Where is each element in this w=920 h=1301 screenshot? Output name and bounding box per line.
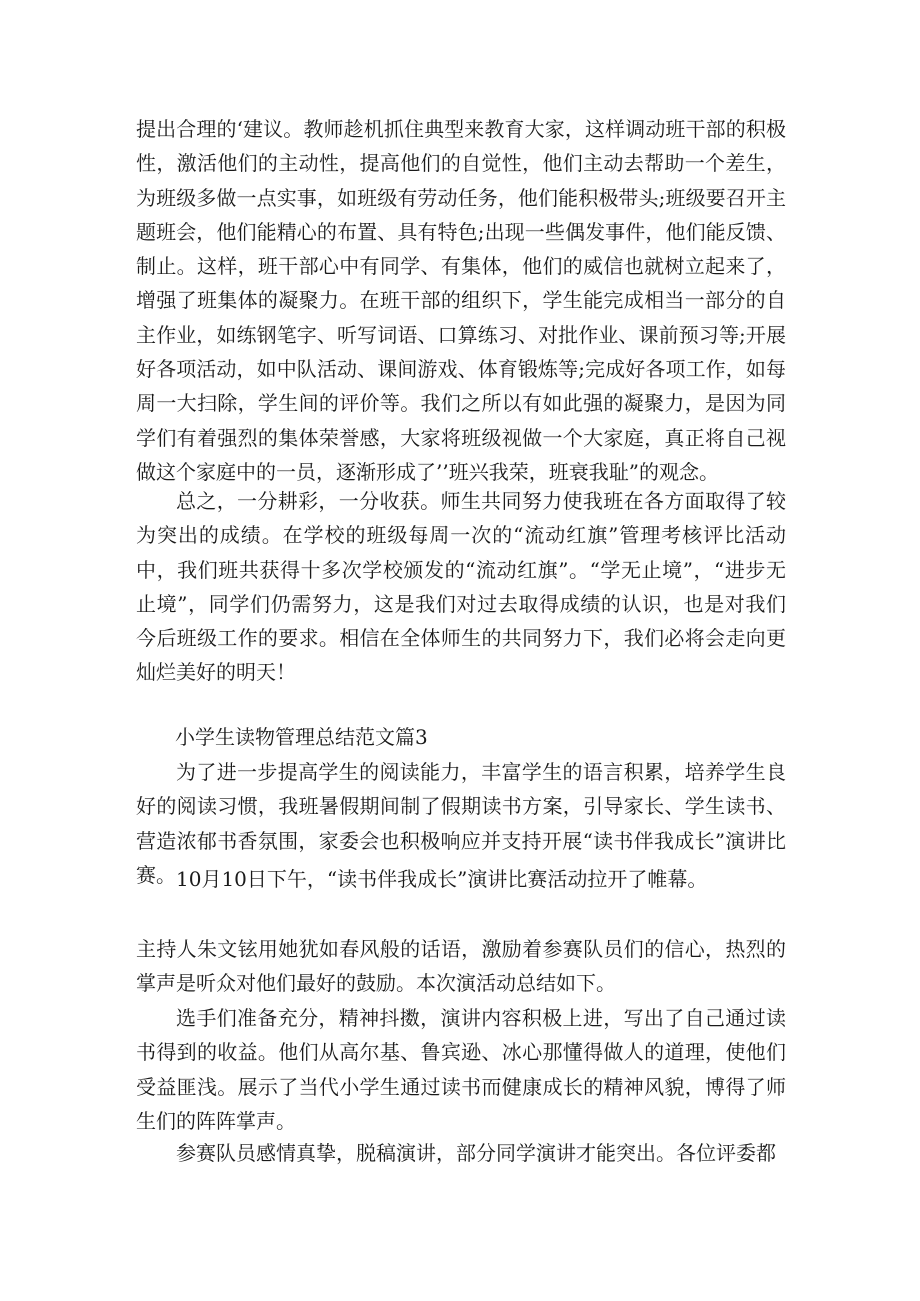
section-heading: 小学生读物管理总结范文篇3 <box>175 725 428 749</box>
paragraph-host: 主持人朱文铉用她犹如春风般的话语，激励着参赛队员们的信心，热烈的掌声是听众对他们最好的鼓励。本次演活动总结如下。 <box>136 937 786 996</box>
paragraph-conclusion: 总之，一分耕彩，一分收获。师生共同努力使我班在各方面取得了较为突出的成绩。在学校的班级每周一次的“流动红旗”管理考核评比活动中，我们班共获得十多次学校颁发的“流动红旗”。“学无止境”，“进步无止境”，同学们仍需努力，这是我们对过去取得成绩的认识，也是对我们今后班级工作的要求。相信在全体师生的共同努力下，我们必将会走向更灿烂美好的明天！ <box>136 489 786 685</box>
paragraph-event-date: 10月10日下午，“读书伴我成长”演讲比赛活动拉开了帷幕。 <box>176 867 708 891</box>
paragraph-judges: 参赛队员感情真挚，脱稿演讲，部分同学演讲才能突出。各位评委都 <box>176 1141 776 1165</box>
paragraph-class-cadres: 提出合理的‘建议。教师趁机抓住典型来教育大家，这样调动班干部的积极性，激活他们的主动性，提高他们的自觉性，他们主动去帮助一个差生，为班级多做一点实事，如班级有劳动任务，他们能积极带头;班级要召开主题班会，他们能精心的布置、具有特色;出现一些偶发事件，他们能反馈、制止。这样，班干部心中有同学、有集体，他们的威信也就树立起来了，增强了班集体的凝聚力。在班干部的组织下，学生能完成相当一部分的自主作业，如练钢笔字、听写词语、口算练习、对批作业、课前预习等;开展好各项活动，如中队活动、课间游戏、体育锻炼等;完成好各项工作，如每周一大扫除，学生间的评价等。我们之所以有如此强的凝聚力，是因为同学们有着强烈的集体荣誉感，大家将班级视做一个大家庭，真正将自己视做这个家庭中的一员，逐渐形成了’’班兴我荣，班衰我耻”的观念。 <box>136 117 786 484</box>
paragraph-contestants: 选手们准备充分，精神抖擞，演讲内容积极上进，写出了自己通过读书得到的收益。他们从高尔基、鲁宾逊、冰心那懂得做人的道理，使他们受益匪浅。展示了当代小学生通过读书而健康成长的精神风貌，博得了师生们的阵阵掌声。 <box>136 1006 786 1133</box>
paragraph-reading-plan: 为了进一步提高学生的阅读能力，丰富学生的语言积累，培养学生良好的阅读习惯，我班暑假期间制了假期读书方案，引导家长、学生读书、营造浓郁书香氛围，家委会也积极响应并支持开展“读书伴我成长”演讲比赛。 <box>136 760 786 887</box>
